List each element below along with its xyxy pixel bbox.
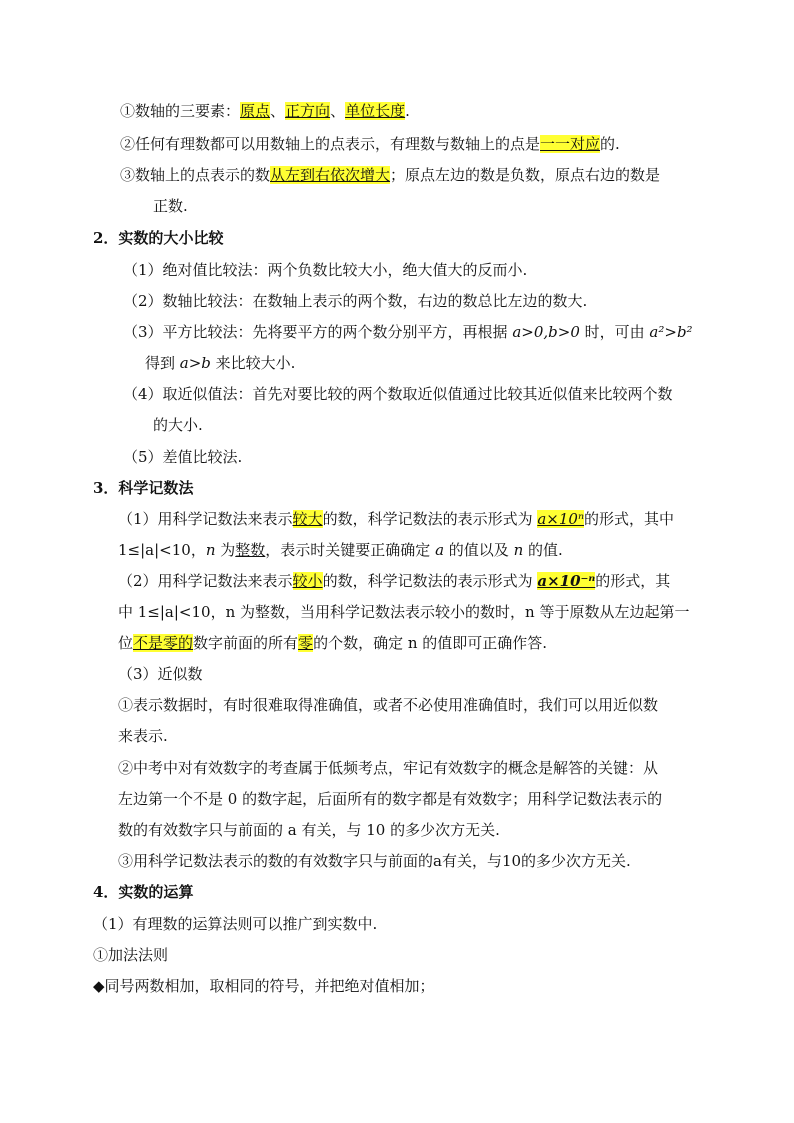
underline-integer: 整数 xyxy=(235,541,266,559)
approx-2-line2: 左边第一个不是 0 的数字起，后面所有的数字都是有效数字；用科学记数法表示的 xyxy=(118,790,663,808)
increasing-order-line: ③数轴上的点表示的数从左到右依次增大；原点左边的数是负数，原点右边的数是 xyxy=(120,166,661,184)
highlight-left-to-right: 从左到右依次增大 xyxy=(270,166,391,184)
sci-large-line1: （1）用科学记数法来表示较大的数，科学记数法的表示形式为 a×10ⁿ的形式，其中 xyxy=(118,510,675,528)
approx-2-line3: 数的有效数字只与前面的 a 有关，与 10 的多少次方无关. xyxy=(118,821,500,839)
sci-small-line3: 位不是零的数字前面的所有零的个数，确定 n 的值即可正确作答. xyxy=(118,634,548,652)
approx-1-line1: ①表示数据时，有时很难取得准确值，或者不必使用准确值时，我们可以用近似数 xyxy=(118,696,659,714)
method-diff: （5）差值比较法. xyxy=(123,448,243,466)
method-axis: （2）数轴比较法：在数轴上表示的两个数，右边的数总比左边的数大. xyxy=(123,292,588,310)
highlight-smaller: 较小 xyxy=(292,572,323,590)
method-approx-cont: 的大小. xyxy=(153,416,203,434)
highlight-form-small: a×10⁻ⁿ xyxy=(537,572,596,590)
heading-scientific: 3．科学记数法 xyxy=(93,479,194,497)
highlight-one-to-one: 一一对应 xyxy=(540,135,601,153)
highlight-direction: 正方向 xyxy=(285,102,331,120)
method-approx: （4）取近似值法：首先对要比较的两个数取近似值通过比较其近似值来比较两个数 xyxy=(123,385,673,403)
highlight-larger: 较大 xyxy=(292,510,323,528)
increasing-order-cont: 正数. xyxy=(153,197,188,215)
highlight-form-large: a×10ⁿ xyxy=(537,510,585,528)
approx-2-line1: ②中考中对有效数字的考查属于低频考点，牢记有效数字的概念是解答的关键：从 xyxy=(118,759,659,777)
approx-3-line: ③用科学记数法表示的数的有效数字只与前面的a有关，与10的多少次方无关. xyxy=(118,852,631,870)
one-to-one-line: ②任何有理数都可以用数轴上的点表示，有理数与数轴上的点是一一对应的. xyxy=(120,135,620,153)
heading-operations: 4．实数的运算 xyxy=(93,883,194,901)
method-square: （3）平方比较法：先将要平方的两个数分别平方，再根据 a>0,b>0 时，可由 a²>b² xyxy=(123,323,693,341)
highlight-unit-length: 单位长度 xyxy=(345,102,406,120)
sci-small-line1: （2）用科学记数法来表示较小的数，科学记数法的表示形式为 a×10⁻ⁿ的形式，其 xyxy=(118,572,671,590)
operations-rule: （1）有理数的运算法则可以推广到实数中. xyxy=(93,915,378,933)
sci-large-line2: 1≤|a|<10，n 为整数，表示时关键要正确确定 a 的值以及 n 的值. xyxy=(118,541,563,559)
approx-heading: （3）近似数 xyxy=(118,665,203,683)
heading-comparison: 2．实数的大小比较 xyxy=(93,229,224,247)
highlight-not-zero: 不是零的 xyxy=(133,634,194,652)
addition-rule-heading: ①加法法则 xyxy=(93,946,169,964)
approx-1-line2: 来表示. xyxy=(118,727,168,745)
sci-small-line2: 中 1≤|a|<10，n 为整数，当用科学记数法表示较小的数时，n 等于原数从左边起第一 xyxy=(118,603,690,621)
method-abs: （1）绝对值比较法：两个负数比较大小，绝大值大的反而小. xyxy=(123,261,528,279)
highlight-zero: 零 xyxy=(298,634,314,652)
highlight-origin: 原点 xyxy=(240,102,271,120)
axis-elements-line: ①数轴的三要素：原点、正方向、单位长度. xyxy=(120,102,410,120)
addition-same-sign: ◆同号两数相加，取相同的符号，并把绝对值相加； xyxy=(93,977,435,995)
method-square-cont: 得到 a>b 来比较大小. xyxy=(145,354,296,372)
